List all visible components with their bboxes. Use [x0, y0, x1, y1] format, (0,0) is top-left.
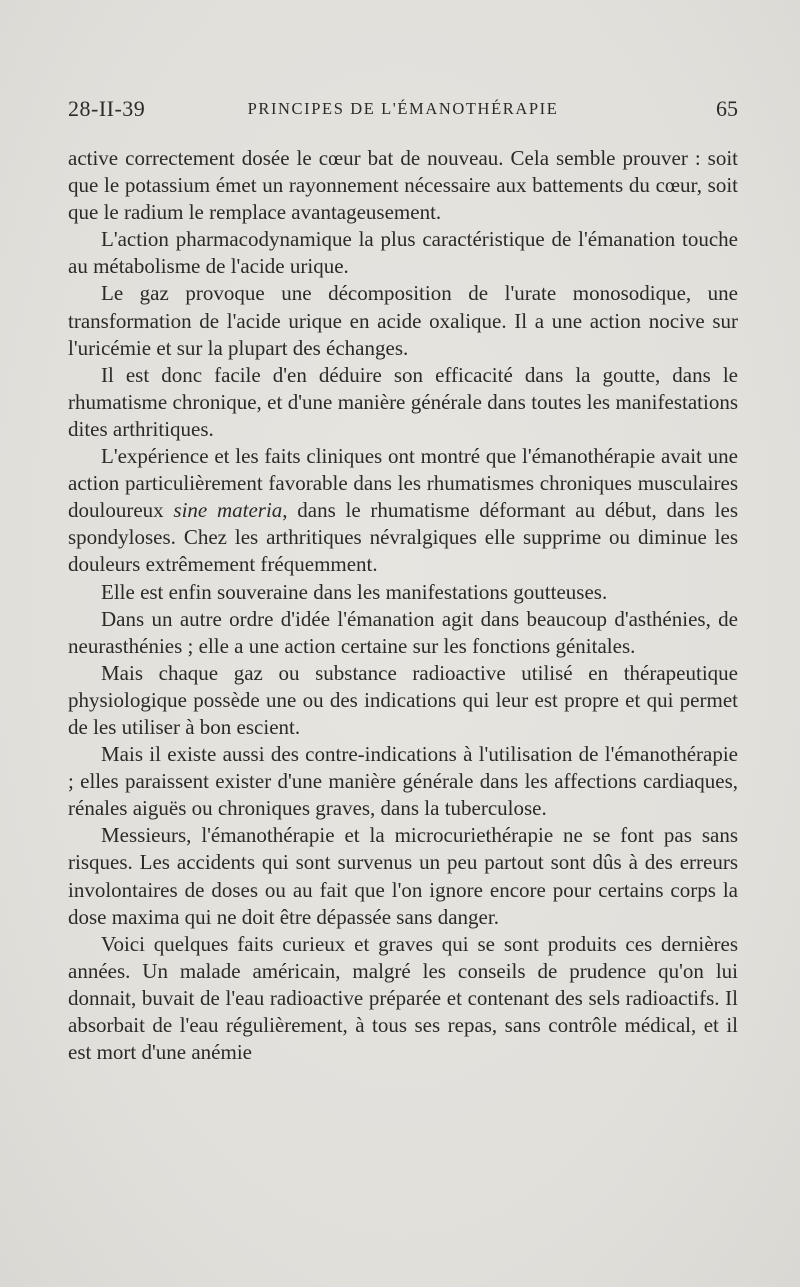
paragraph-text: L'expérience et les faits cliniques ont montré que l'émanothérapie avait une action particulièrement favorable dans les rhumatismes chroniques musculaires douloureux [68, 444, 738, 523]
header-title: PRINCIPES DE L'ÉMANOTHÉRAPIE [247, 99, 559, 118]
page-number: 65 [716, 96, 738, 121]
paragraph: Mais il existe aussi des contre-indications à l'utilisation de l'émanothérapie ; elles paraissent exister d'une manière générale dans les affections cardiaques, rénales aiguës ou chroniques graves, dans la tuberculose. [68, 742, 738, 821]
paragraph: Le gaz provoque une décomposition de l'urate monosodique, une transformation de l'acide urique en acide oxalique. Il a une action nocive sur l'uricémie et sur la plupart des échanges. [68, 281, 738, 360]
paragraph: Elle est enfin souveraine dans les manifestations goutteuses. [101, 579, 608, 604]
paragraph: active correctement dosée le cœur bat de nouveau. Cela semble prouver : soit que le potassium émet un rayonnement nécessaire aux battements du cœur, soit que le radium le remplace avantageusement. [68, 146, 738, 225]
paragraph: Mais chaque gaz ou substance radioactive utilisé en thérapeutique physiologique possède une ou des indications qui leur est propre et qui permet de les utiliser à bon escient. [68, 660, 738, 739]
running-header [68, 96, 738, 126]
paragraph: L'action pharmacodynamique la plus caractéristique de l'émanation touche au métabolisme de l'acide urique. [68, 227, 738, 279]
paragraph: Dans un autre ordre d'idée l'émanation agit dans beaucoup d'asthénies, de neurasthénies ; elle a une action certaine sur les fonctions génitales. [68, 606, 738, 658]
paragraph: Voici quelques faits curieux et graves qui se sont produits ces dernières années. Un malade américain, malgré les conseils de prudence qu'on lui donnait, buvait de l'eau radioactive préparée et contenant des sels radioactifs. Il absorbait de l'eau régulièrement, à tous ses repas, sans contrôle médical, et il est mort d'une anémie [68, 931, 738, 1065]
header-date: 28-II-39 [68, 96, 146, 121]
paragraph: Messieurs, l'émanothérapie et la microcuriethérapie ne se font pas sans risques. Les accidents qui sont survenus un peu partout sont dûs à des erreurs involontaires de doses ou au fait que l'on ignore encore pour certains corps la dose maxima qui ne doit être dépassée sans danger. [68, 823, 738, 929]
paragraph-text: , dans le rhumatisme déformant au début, dans les spondyloses. Chez les arthritiques névralgiques elle supprime ou diminue les douleurs extrêmement fréquemment. [68, 498, 739, 577]
paragraph [68, 443, 738, 578]
italic-latin-term: sine materia [173, 498, 283, 523]
body-text [68, 145, 738, 1066]
paragraph: Il est donc facile d'en déduire son efficacité dans la goutte, dans le rhumatisme chronique, et d'une manière générale dans toutes les manifestations dites arthritiques. [68, 362, 738, 441]
